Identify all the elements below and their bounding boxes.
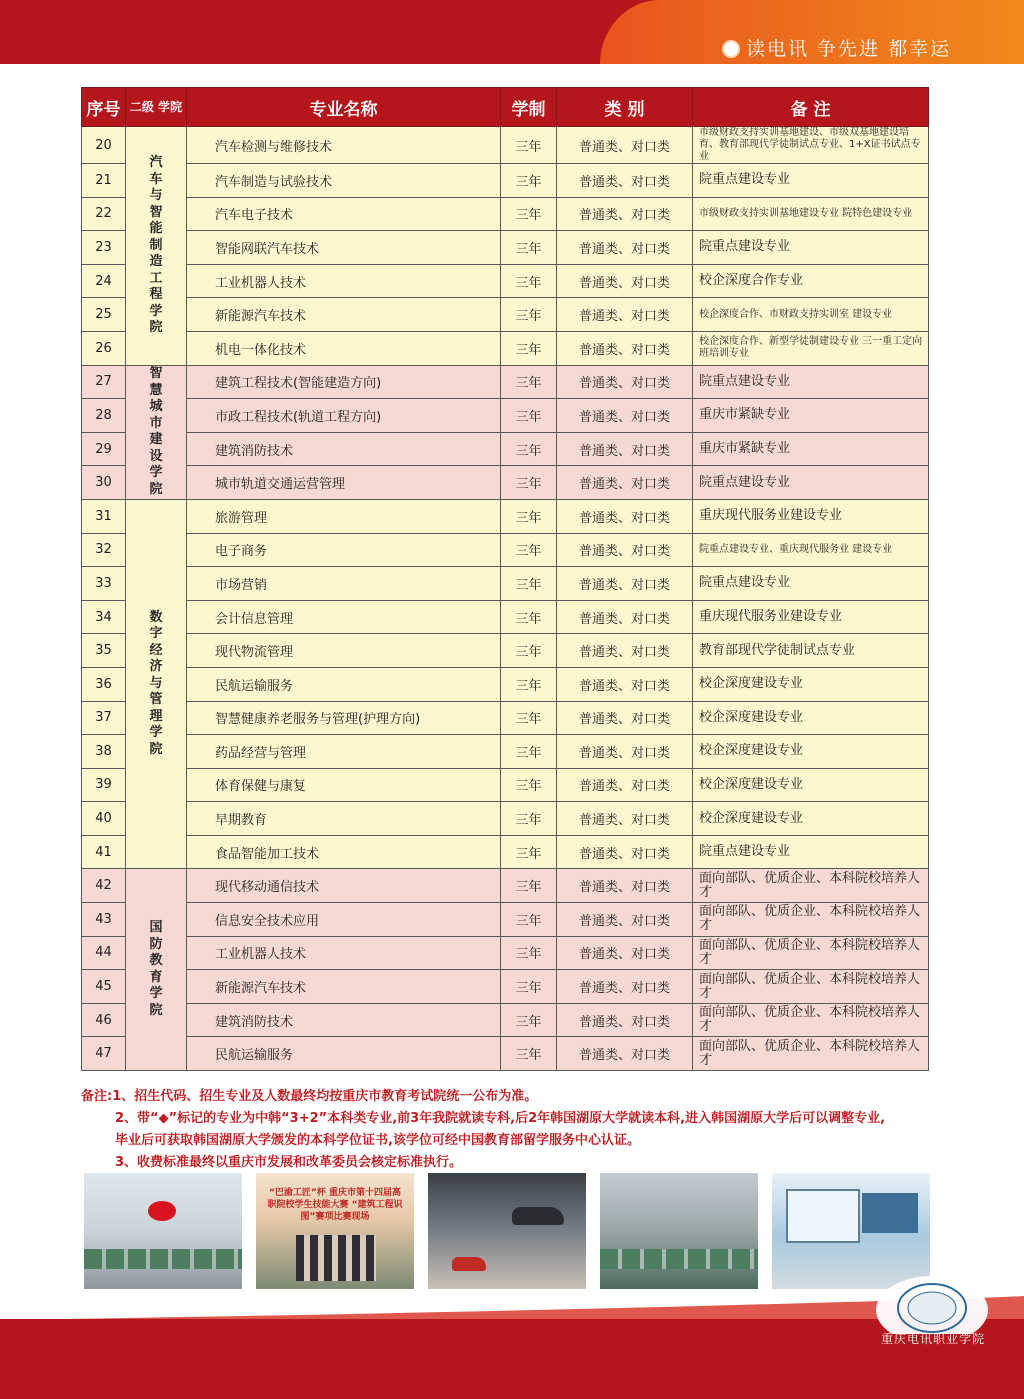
cell-category: 普通类、对口类: [557, 936, 693, 970]
cell-duration: 三年: [501, 600, 557, 634]
cell-major: 信息安全技术应用: [187, 903, 501, 937]
cell-index: 38: [82, 735, 126, 769]
cell-category: 普通类、对口类: [557, 802, 693, 836]
cell-category: 普通类、对口类: [557, 127, 693, 164]
cell-duration: 三年: [501, 701, 557, 735]
cell-category: 普通类、对口类: [557, 1003, 693, 1037]
photo-strip: [84, 1173, 930, 1289]
cell-duration: 三年: [501, 667, 557, 701]
college-seal-icon: [868, 1270, 996, 1334]
cell-major: 早期教育: [187, 802, 501, 836]
cell-major: 食品智能加工技术: [187, 835, 501, 869]
cell-duration: 三年: [501, 970, 557, 1004]
cell-duration: 三年: [501, 197, 557, 231]
cell-major: 市政工程技术(轨道工程方向): [187, 399, 501, 433]
car-shape: [452, 1257, 486, 1271]
cell-index: 28: [82, 399, 126, 433]
cell-index: 21: [82, 164, 126, 198]
college-name-vertical: 数字经济与管理学院: [149, 609, 163, 757]
cell-major: 建筑工程技术(智能建造方向): [187, 365, 501, 399]
cell-duration: 三年: [501, 331, 557, 365]
cell-category: 普通类、对口类: [557, 231, 693, 265]
cell-note: 校企深度合作专业: [693, 264, 929, 298]
display-screen: [862, 1193, 918, 1233]
table-row: [82, 970, 929, 1004]
table-row: [82, 600, 929, 634]
cell-index: 27: [82, 365, 126, 399]
cell-duration: 三年: [501, 936, 557, 970]
table-row: [82, 399, 929, 433]
table-row: [82, 533, 929, 567]
cell-major: 药品经营与管理: [187, 735, 501, 769]
display-screen: [786, 1189, 860, 1243]
college-name-vertical: 国防教育学院: [149, 920, 163, 1018]
cell-major: 新能源汽车技术: [187, 298, 501, 332]
cell-category: 普通类、对口类: [557, 567, 693, 601]
cell-index: 46: [82, 1003, 126, 1037]
table-row: [82, 432, 929, 466]
table-row: [82, 903, 929, 937]
college-logo-icon: [722, 40, 740, 58]
cell-duration: 三年: [501, 735, 557, 769]
table-row: [82, 567, 929, 601]
cell-major: 民航运输服务: [187, 1037, 501, 1071]
table-row: [82, 701, 929, 735]
cell-major: 民航运输服务: [187, 667, 501, 701]
cell-note: 面向部队、优质企业、本科院校培养人才: [693, 1003, 929, 1037]
table-row: [82, 466, 929, 500]
cell-duration: 三年: [501, 634, 557, 668]
cell-note: 校企深度合作、市财政支持实训室 建设专业: [693, 298, 929, 332]
table-row: [82, 127, 929, 164]
cell-note: 院重点建设专业: [693, 231, 929, 265]
table-row: [82, 1003, 929, 1037]
cell-duration: 三年: [501, 567, 557, 601]
cell-note: 院重点建设专业: [693, 164, 929, 198]
cell-note: 面向部队、优质企业、本科院校培养人才: [693, 869, 929, 903]
cell-category: 普通类、对口类: [557, 835, 693, 869]
cell-note: 重庆市紧缺专业: [693, 432, 929, 466]
cell-duration: 三年: [501, 466, 557, 500]
cell-index: 30: [82, 466, 126, 500]
table-row: [82, 365, 929, 399]
cell-category: 普通类、对口类: [557, 903, 693, 937]
cell-duration: 三年: [501, 127, 557, 164]
cell-major: 汽车制造与试验技术: [187, 164, 501, 198]
cell-duration: 三年: [501, 164, 557, 198]
cell-note: 院重点建设专业: [693, 567, 929, 601]
cell-category: 普通类、对口类: [557, 197, 693, 231]
cell-duration: 三年: [501, 903, 557, 937]
table-row: [82, 164, 929, 198]
cell-index: 24: [82, 264, 126, 298]
cell-duration: 三年: [501, 264, 557, 298]
cell-category: 普通类、对口类: [557, 365, 693, 399]
table-row: [82, 667, 929, 701]
table-row: [82, 231, 929, 265]
cell-major: 现代物流管理: [187, 634, 501, 668]
table-row: [82, 298, 929, 332]
cell-category: 普通类、对口类: [557, 768, 693, 802]
cell-major: 旅游管理: [187, 499, 501, 533]
table-row: [82, 802, 929, 836]
college-name-vertical: 智慧城市建设学院: [149, 366, 163, 497]
cell-note: 面向部队、优质企业、本科院校培养人才: [693, 1037, 929, 1071]
competition-banner: “巴渝工匠”杯 重庆市第十四届高职院校学生技能大赛 “建筑工程识图”赛项比赛现场: [267, 1188, 403, 1222]
auto-workshop-photo: [428, 1173, 586, 1289]
table-row: [82, 634, 929, 668]
cell-note: 院重点建设专业: [693, 835, 929, 869]
cell-major: 汽车电子技术: [187, 197, 501, 231]
cell-duration: 三年: [501, 768, 557, 802]
cell-category: 普通类、对口类: [557, 399, 693, 433]
desk-shape: [600, 1249, 758, 1269]
header-slogan: [722, 36, 951, 62]
cell-category: 普通类、对口类: [557, 432, 693, 466]
cell-major: 城市轨道交通运营管理: [187, 466, 501, 500]
cell-index: 31: [82, 499, 126, 533]
desk-shape: [84, 1249, 242, 1269]
cell-duration: 三年: [501, 298, 557, 332]
cell-note: 面向部队、优质企业、本科院校培养人才: [693, 970, 929, 1004]
cell-index: 42: [82, 869, 126, 903]
table-body: [82, 127, 929, 1071]
cell-index: 29: [82, 432, 126, 466]
cell-index: 36: [82, 667, 126, 701]
cell-duration: 三年: [501, 231, 557, 265]
majors-table: [81, 87, 929, 1071]
cell-note: 重庆现代服务业建设专业: [693, 499, 929, 533]
cell-duration: 三年: [501, 802, 557, 836]
cell-duration: 三年: [501, 1037, 557, 1071]
cell-note: 重庆市紧缺专业: [693, 399, 929, 433]
table-row: [82, 197, 929, 231]
competition-photo: [256, 1173, 414, 1289]
cell-major: 会计信息管理: [187, 600, 501, 634]
header-major: 专业名称: [187, 88, 501, 127]
cell-note: 校企深度建设专业: [693, 768, 929, 802]
computer-lab-photo: [600, 1173, 758, 1289]
cell-category: 普通类、对口类: [557, 970, 693, 1004]
cell-major: 智慧健康养老服务与管理(护理方向): [187, 701, 501, 735]
cell-note: 面向部队、优质企业、本科院校培养人才: [693, 903, 929, 937]
cell-major: 建筑消防技术: [187, 1003, 501, 1037]
cell-major: 新能源汽车技术: [187, 970, 501, 1004]
remark-line: 备注:1、招生代码、招生专业及人数最终均按重庆市教育考试院统一公布为准。: [81, 1089, 538, 1104]
table-row: [82, 835, 929, 869]
table-row: [82, 1037, 929, 1071]
cell-college: [126, 127, 187, 366]
cell-index: 35: [82, 634, 126, 668]
cell-category: 普通类、对口类: [557, 331, 693, 365]
cell-major: 工业机器人技术: [187, 264, 501, 298]
table-header-row: [82, 88, 929, 127]
cell-college: [126, 365, 187, 499]
table-row: [82, 936, 929, 970]
cell-note: 院重点建设专业: [693, 365, 929, 399]
cell-index: 23: [82, 231, 126, 265]
remark-line: 毕业后可获取韩国湖原大学颁发的本科学位证书,该学位可经中国教育部留学服务中心认证。: [115, 1133, 640, 1148]
cell-category: 普通类、对口类: [557, 869, 693, 903]
table-row: [82, 869, 929, 903]
header-duration: 学制: [501, 88, 557, 127]
cell-major: 电子商务: [187, 533, 501, 567]
cell-category: 普通类、对口类: [557, 667, 693, 701]
cell-index: 44: [82, 936, 126, 970]
cell-category: 普通类、对口类: [557, 1037, 693, 1071]
header-index: 序号: [82, 88, 126, 127]
cell-note: 市级财政支持实训基地建设专业 院特色建设专业: [693, 197, 929, 231]
slogan-text: 读电讯 争先进 都幸运: [746, 38, 952, 60]
cell-category: 普通类、对口类: [557, 701, 693, 735]
header-category: 类 别: [557, 88, 693, 127]
cell-duration: 三年: [501, 365, 557, 399]
cell-index: 43: [82, 903, 126, 937]
cell-note: 院重点建设专业: [693, 466, 929, 500]
cell-category: 普通类、对口类: [557, 634, 693, 668]
cell-category: 普通类、对口类: [557, 466, 693, 500]
cell-index: 20: [82, 127, 126, 164]
cell-college: [126, 499, 187, 869]
cell-index: 37: [82, 701, 126, 735]
cell-note: 校企深度建设专业: [693, 667, 929, 701]
training-room-photo: [84, 1173, 242, 1289]
cell-major: 建筑消防技术: [187, 432, 501, 466]
cell-duration: 三年: [501, 1003, 557, 1037]
cell-category: 普通类、对口类: [557, 298, 693, 332]
cell-major: 体育保健与康复: [187, 768, 501, 802]
cell-index: 34: [82, 600, 126, 634]
cell-index: 25: [82, 298, 126, 332]
cell-index: 39: [82, 768, 126, 802]
cell-note: 校企深度建设专业: [693, 735, 929, 769]
cell-major: 汽车检测与维修技术: [187, 127, 501, 164]
cell-note: 院重点建设专业、重庆现代服务业 建设专业: [693, 533, 929, 567]
cell-note: 重庆现代服务业建设专业: [693, 600, 929, 634]
cell-category: 普通类、对口类: [557, 533, 693, 567]
college-name: 重庆电讯职业学院: [880, 1332, 985, 1346]
cell-index: 22: [82, 197, 126, 231]
table-row: [82, 499, 929, 533]
cell-college: [126, 869, 187, 1071]
header-college: 二级 学院: [126, 88, 187, 127]
car-shape: [512, 1207, 564, 1225]
huawei-logo-icon: [148, 1201, 176, 1221]
header-note: 备 注: [693, 88, 929, 127]
table-row: [82, 735, 929, 769]
cell-category: 普通类、对口类: [557, 499, 693, 533]
cell-note: 面向部队、优质企业、本科院校培养人才: [693, 936, 929, 970]
cell-category: 普通类、对口类: [557, 264, 693, 298]
cell-duration: 三年: [501, 533, 557, 567]
remark-line: 3、收费标准最终以重庆市发展和改革委员会核定标准执行。: [115, 1155, 463, 1170]
cell-major: 工业机器人技术: [187, 936, 501, 970]
remark-line: 2、带“◆”标记的专业为中韩“3+2”本科类专业,前3年我院就读专科,后2年韩国湖原大学就读本科,进入韩国湖原大学后可以调整专业,: [115, 1111, 886, 1126]
cell-category: 普通类、对口类: [557, 600, 693, 634]
cell-major: 机电一体化技术: [187, 331, 501, 365]
table-row: [82, 768, 929, 802]
cell-index: 45: [82, 970, 126, 1004]
cell-index: 41: [82, 835, 126, 869]
cell-note: 校企深度建设专业: [693, 802, 929, 836]
cell-duration: 三年: [501, 399, 557, 433]
cell-major: 市场营销: [187, 567, 501, 601]
cell-major: 现代移动通信技术: [187, 869, 501, 903]
cell-index: 33: [82, 567, 126, 601]
cell-index: 32: [82, 533, 126, 567]
cell-note: 校企深度建设专业: [693, 701, 929, 735]
cell-index: 47: [82, 1037, 126, 1071]
cell-index: 26: [82, 331, 126, 365]
remarks: [81, 1086, 961, 1174]
cell-note: 校企深度合作、新型学徒制建设专业 三一重工定向班培训专业: [693, 331, 929, 365]
table-row: [82, 264, 929, 298]
cell-major: 智能网联汽车技术: [187, 231, 501, 265]
college-name-vertical: 汽车与智能制造工程学院: [149, 155, 163, 336]
cell-duration: 三年: [501, 869, 557, 903]
cell-duration: 三年: [501, 835, 557, 869]
table-row: [82, 331, 929, 365]
cell-category: 普通类、对口类: [557, 735, 693, 769]
cell-category: 普通类、对口类: [557, 164, 693, 198]
people-shape: [296, 1235, 376, 1281]
cell-note: 教育部现代学徒制试点专业: [693, 634, 929, 668]
cell-note: 市级财政支持实训基地建设、市级双基地建设培育、教育部现代学徒制试点专业、1+X证书试点专业: [693, 127, 929, 164]
cell-index: 40: [82, 802, 126, 836]
cell-duration: 三年: [501, 432, 557, 466]
cell-duration: 三年: [501, 499, 557, 533]
